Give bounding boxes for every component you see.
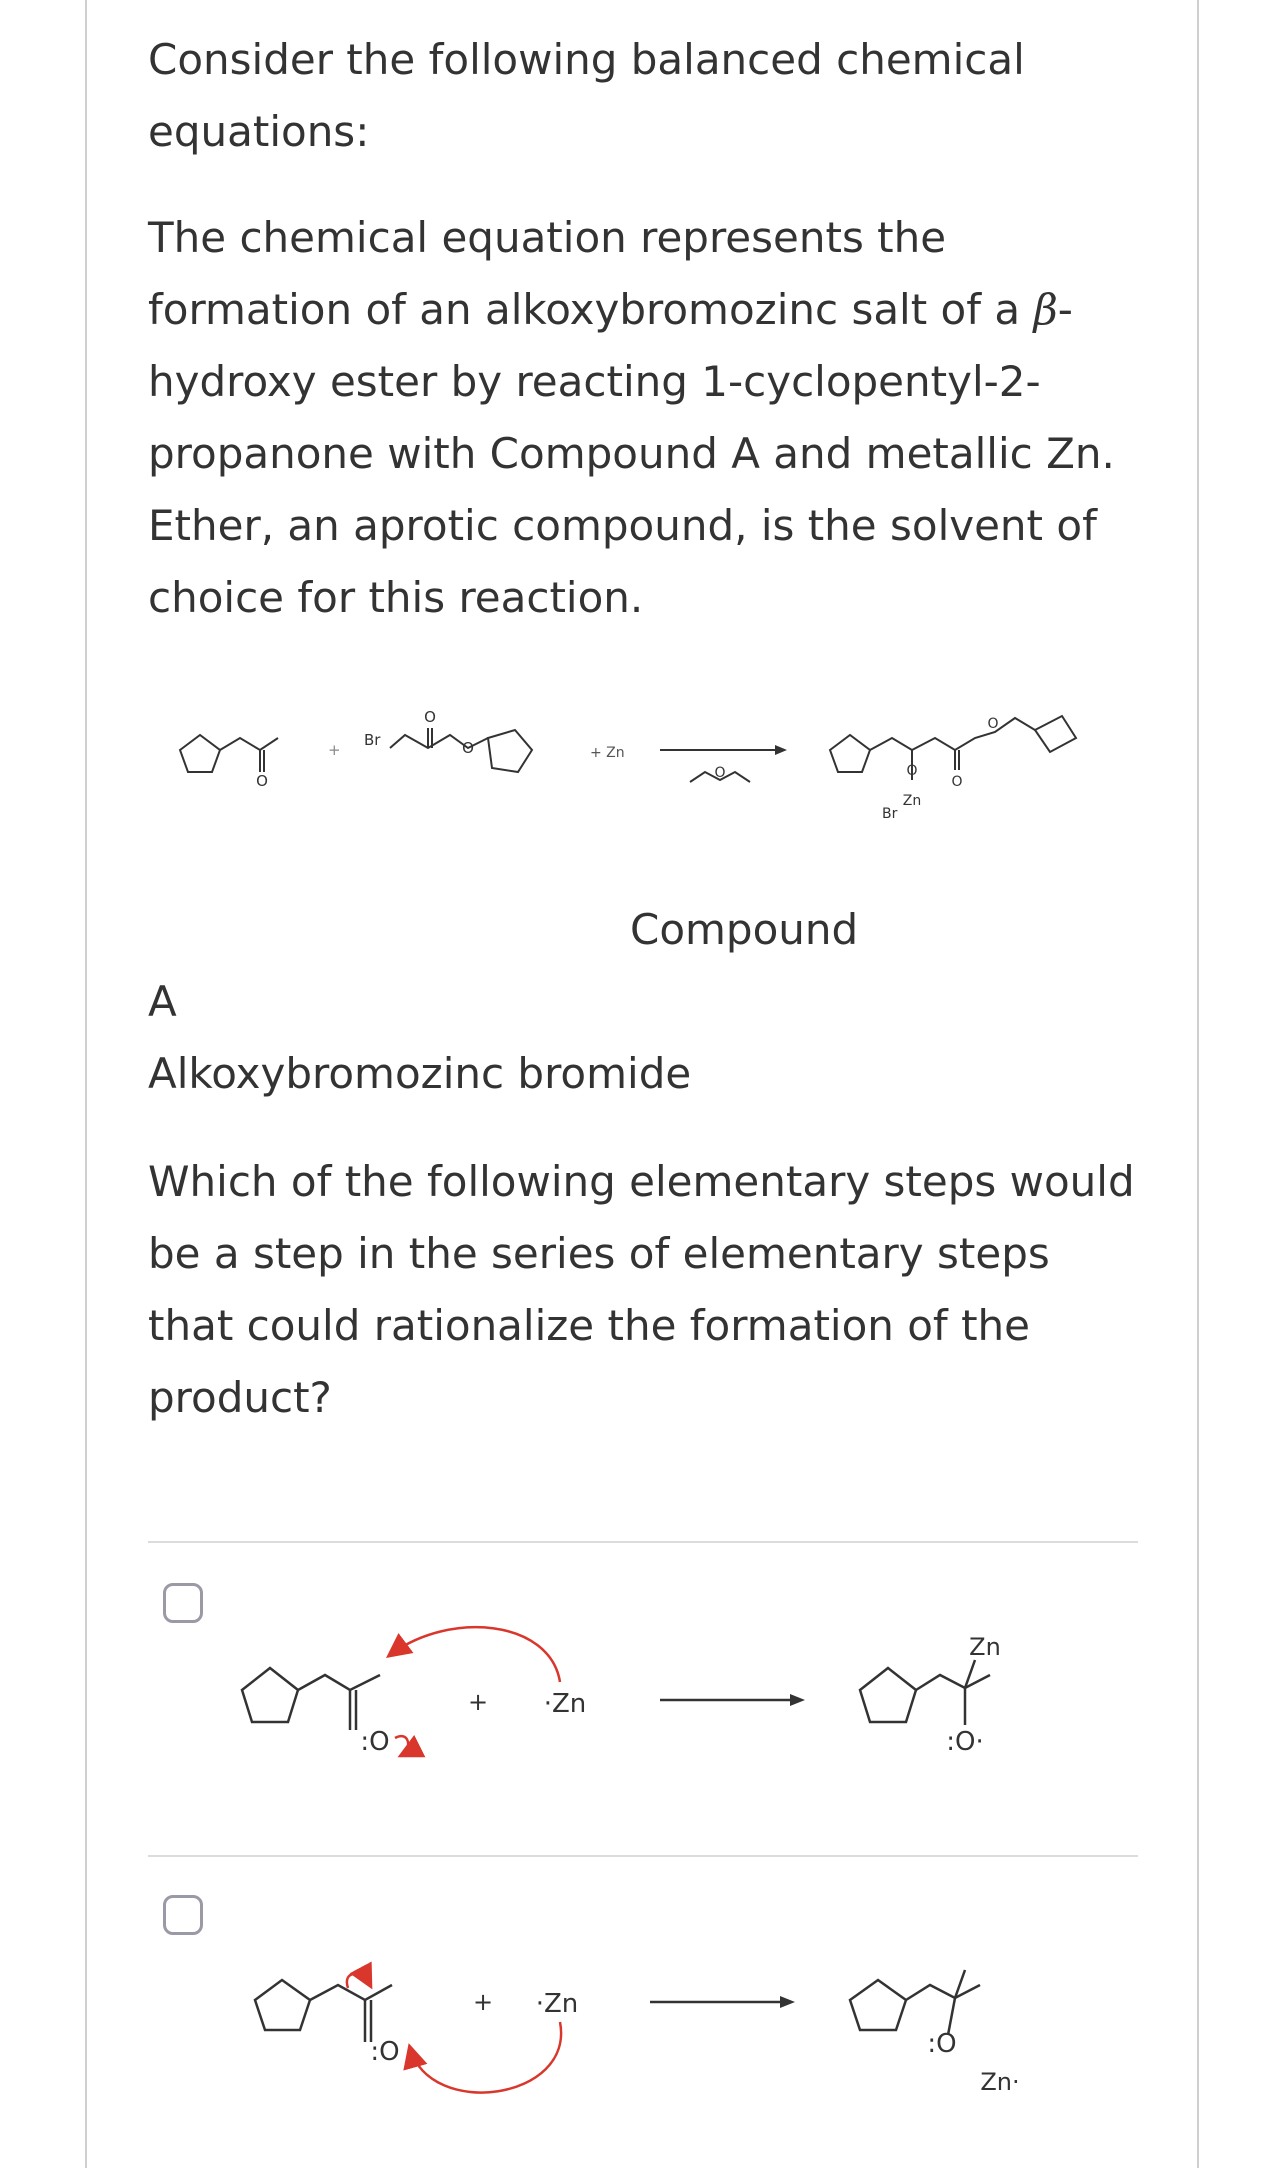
product-bromine-label: Br <box>882 806 898 822</box>
option-1-plus: + <box>467 1688 489 1716</box>
beta-symbol: β <box>1033 285 1058 334</box>
option-1-product-zinc: Zn <box>969 1633 1001 1661</box>
option-divider <box>148 1541 1138 1543</box>
option-1-reactant-chain <box>298 1675 380 1690</box>
product-ester-oxygen-label: O <box>987 716 999 732</box>
option-divider <box>148 1855 1138 1857</box>
compound-label: Compound <box>630 905 859 954</box>
option-2-electron-arrow <box>410 2022 561 2093</box>
option-2-product-oxygen: :O <box>927 2029 957 2059</box>
option-1-reactant-ring <box>242 1668 298 1722</box>
option-1-zinc-reagent: ·Zn <box>543 1689 587 1719</box>
ketone-cyclopentyl-ring <box>180 735 220 772</box>
page-border-right <box>1197 0 1199 2168</box>
option-1-product-oxygen: :O· <box>946 1727 984 1757</box>
ether-oxygen-label: O <box>714 765 726 781</box>
page-border-left <box>85 0 87 2168</box>
ester-cyclopentyl-ring <box>488 730 532 772</box>
ketone-oxygen-label: O <box>256 772 268 790</box>
product-alkoxide-oxygen-label: O <box>906 763 918 779</box>
question-prompt: Which of the following elementary steps would be a step in the series of elementary steps that could rationalize the formation of the product? <box>148 1157 1135 1422</box>
product-carbonyl-oxygen-label: O <box>951 774 963 790</box>
option-2-product-zinc: Zn· <box>980 2068 1020 2096</box>
option-1-mechanism <box>230 1600 1080 1780</box>
bromine-label: Br <box>364 731 381 749</box>
option-1-checkbox[interactable] <box>163 1583 203 1623</box>
ketone-chain <box>220 738 278 750</box>
option-2-product-ring <box>850 1980 906 2030</box>
option-1-oxygen-label: :O <box>360 1727 390 1757</box>
ester-oxygen-label: O <box>462 739 474 757</box>
option-2-oxygen-label: :O <box>370 2037 400 2067</box>
product-zinc-label: Zn <box>902 793 922 809</box>
zinc-reagent: + Zn <box>590 745 625 761</box>
product-cyclopentyl-ring <box>830 735 870 772</box>
product-label: Alkoxybromozinc bromide <box>148 1049 692 1098</box>
product-cyclobutyl-ring <box>1035 716 1076 752</box>
option-1-product-chain <box>916 1675 990 1690</box>
reaction-scheme <box>150 690 1100 850</box>
option-2-mechanism <box>230 1930 1080 2110</box>
option-1-electron-arrow <box>390 1627 560 1682</box>
description-part-1: The chemical equation represents the formation of an alkoxybromozinc salt of a <box>148 213 1034 334</box>
option-2-zinc-reagent: ·Zn <box>535 1989 579 2019</box>
description-part-2: -hydroxy ester by reacting 1-cyclopentyl-2-propanone with Compound A and metallic Zn. Ether, an aprotic compound, is the solvent of choice for this reaction. <box>148 285 1115 622</box>
option-2-reactant-chain <box>310 1985 392 2000</box>
question-description <box>148 202 1128 634</box>
option-1-lone-pair-arrow <box>395 1736 408 1755</box>
ester-carbonyl-oxygen-label: O <box>424 708 436 726</box>
option-1-product-ring <box>860 1668 916 1722</box>
plus-sign: + <box>328 741 341 759</box>
product-chain <box>870 718 1035 750</box>
option-2-product-chain <box>906 1985 980 2000</box>
option-2-checkbox[interactable] <box>163 1895 203 1935</box>
option-2-bond-arrow <box>347 1974 370 1988</box>
option-2-reactant-ring <box>255 1980 310 2030</box>
option-2-plus: + <box>472 1988 494 2016</box>
question-intro: Consider the following balanced chemical equations: <box>148 35 1025 156</box>
compound-letter: A <box>148 977 177 1026</box>
